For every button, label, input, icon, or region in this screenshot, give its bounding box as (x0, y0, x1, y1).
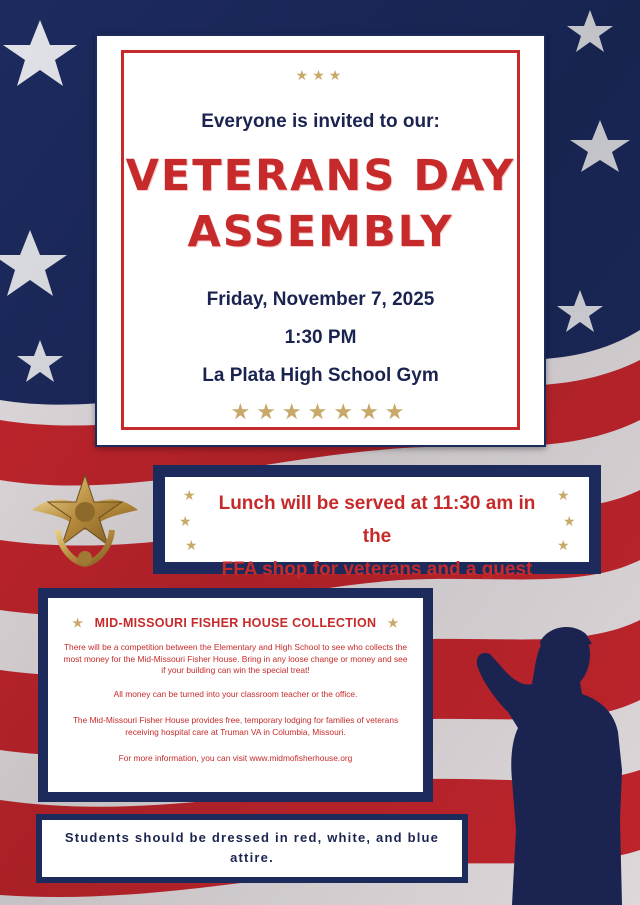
lunch-notice-inner (165, 477, 589, 580)
star-icon: ★ (72, 616, 84, 630)
attire-notice-inner (42, 820, 462, 877)
lunch-notice (153, 465, 601, 580)
attire-notice (36, 814, 468, 883)
fisher-house-inner (48, 598, 423, 792)
star-icon: ★ (387, 616, 399, 630)
saluting-soldier-silhouette (472, 620, 640, 905)
star-icon: ★ (563, 513, 576, 529)
event-title-line1: VETERANS DAY (125, 151, 516, 201)
military-eagle-badge-icon (30, 470, 140, 570)
event-time: 1:30 PM (284, 327, 357, 348)
lunch-line2: FFA shop for veterans and a guest (221, 559, 533, 580)
event-title-line2: ASSEMBLY (187, 207, 454, 257)
event-location: La Plata High School Gym (202, 365, 439, 386)
star-icon: ★ (183, 487, 196, 503)
bottom-stars-decoration: ★★★★★★★ (230, 399, 411, 424)
event-card-border (121, 50, 520, 430)
fisher-house-heading (48, 616, 423, 630)
lunch-line1: Lunch will be served at 11:30 am in the (218, 493, 536, 547)
star-icon: ★ (557, 537, 570, 553)
fisher-house-title: MID-MISSOURI FISHER HOUSE COLLECTION (94, 616, 377, 630)
star-icon: ★ (557, 487, 570, 503)
fisher-paragraph-more-info: For more information, you can visit www.midmofisherhouse.org (118, 753, 353, 763)
fisher-paragraph-competition: There will be a competition between the Elementary and High School to see who collects the most money for the Mid-Missouri Fisher House. Bring in any loose change or money and see if your building can win the special treat! (63, 642, 408, 675)
lunch-text (205, 487, 549, 586)
star-icon: ★ (185, 537, 198, 553)
attire-text: Students should be dressed in red, white, and blue attire. (64, 830, 440, 865)
fisher-paragraph-money: All money can be turned into your classroom teacher or the office. (113, 689, 358, 699)
fisher-paragraph-about: The Mid-Missouri Fisher House provides free, temporary lodging for families of veterans receiving hospital care at Truman VA in Columbia, Missouri. (72, 715, 399, 737)
fisher-house-section (38, 588, 433, 802)
event-card (95, 34, 546, 447)
invite-text: Everyone is invited to our: (201, 111, 440, 132)
star-icon: ★ (179, 513, 192, 529)
event-date: Friday, November 7, 2025 (206, 289, 435, 310)
top-stars-decoration: ★★★ (295, 67, 346, 83)
